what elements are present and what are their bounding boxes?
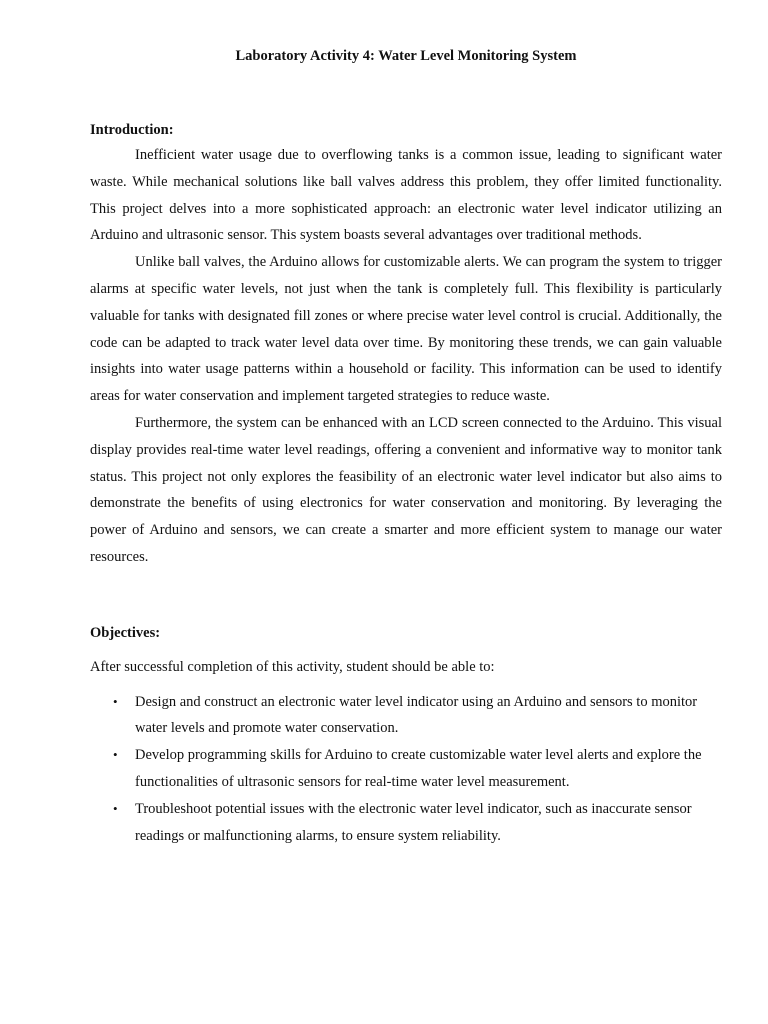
objectives-heading: Objectives:	[90, 624, 161, 641]
bullet-icon: •	[113, 800, 118, 816]
introduction-paragraph-1: Inefficient water usage due to overflowing tanks is a common issue, leading to significant water waste. While mechanical solutions like ball valves address this problem, they offer limited functionality. This project delves into a more sophisticated approach: an electronic water level indicator utilizing an Arduino and ultrasonic sensor. This system boasts several advantages over traditional methods.	[90, 147, 722, 244]
bullet-icon: •	[113, 693, 118, 709]
bullet-icon: •	[113, 747, 118, 763]
document-title: Laboratory Activity 4: Water Level Monitoring System	[235, 48, 577, 64]
objectives-lead-in: After successful completion of this activity, student should be able to:	[90, 658, 495, 675]
objective-item	[90, 689, 722, 743]
objective-text: Design and construct an electronic water level indicator using an Arduino and sensors to monitor water levels and promote water conservation.	[135, 693, 698, 737]
objective-item	[90, 742, 722, 796]
objective-text: Develop programming skills for Arduino to create customizable water level alerts and explore the functionalities of ultrasonic sensors for real-time water level measurement.	[135, 747, 702, 790]
objectives-list	[90, 689, 722, 850]
objective-text: Troubleshoot potential issues with the electronic water level indicator, such as inaccurate sensor readings or malfunctioning alarms, to ensure system reliability.	[135, 800, 692, 844]
introduction-paragraph-2: Unlike ball valves, the Arduino allows for customizable alerts. We can program the system to trigger alarms at specific water levels, not just when the tank is completely full. This flexibility is particularly valuable for tanks with designated fill zones or where precise water level control is crucial. Additionally, the code can be adapted to track water level data over time. By monitoring these trends, we can gain valuable insights into water usage patterns within a household or facility. This information can be used to identify areas for water conservation and implement targeted strategies to reduce waste.	[90, 254, 722, 405]
objective-item	[90, 796, 722, 850]
introduction-heading: Introduction:	[90, 122, 174, 138]
introduction-paragraph-3: Furthermore, the system can be enhanced with an LCD screen connected to the Arduino. This visual display provides real-time water level readings, offering a convenient and informative way to monitor tank status. This project not only explores the feasibility of an electronic water level indicator but also aims to demonstrate the benefits of using electronics for water conservation and monitoring. By leveraging the power of Arduino and sensors, we can create a smarter and more efficient system to manage our water resources.	[90, 414, 722, 565]
